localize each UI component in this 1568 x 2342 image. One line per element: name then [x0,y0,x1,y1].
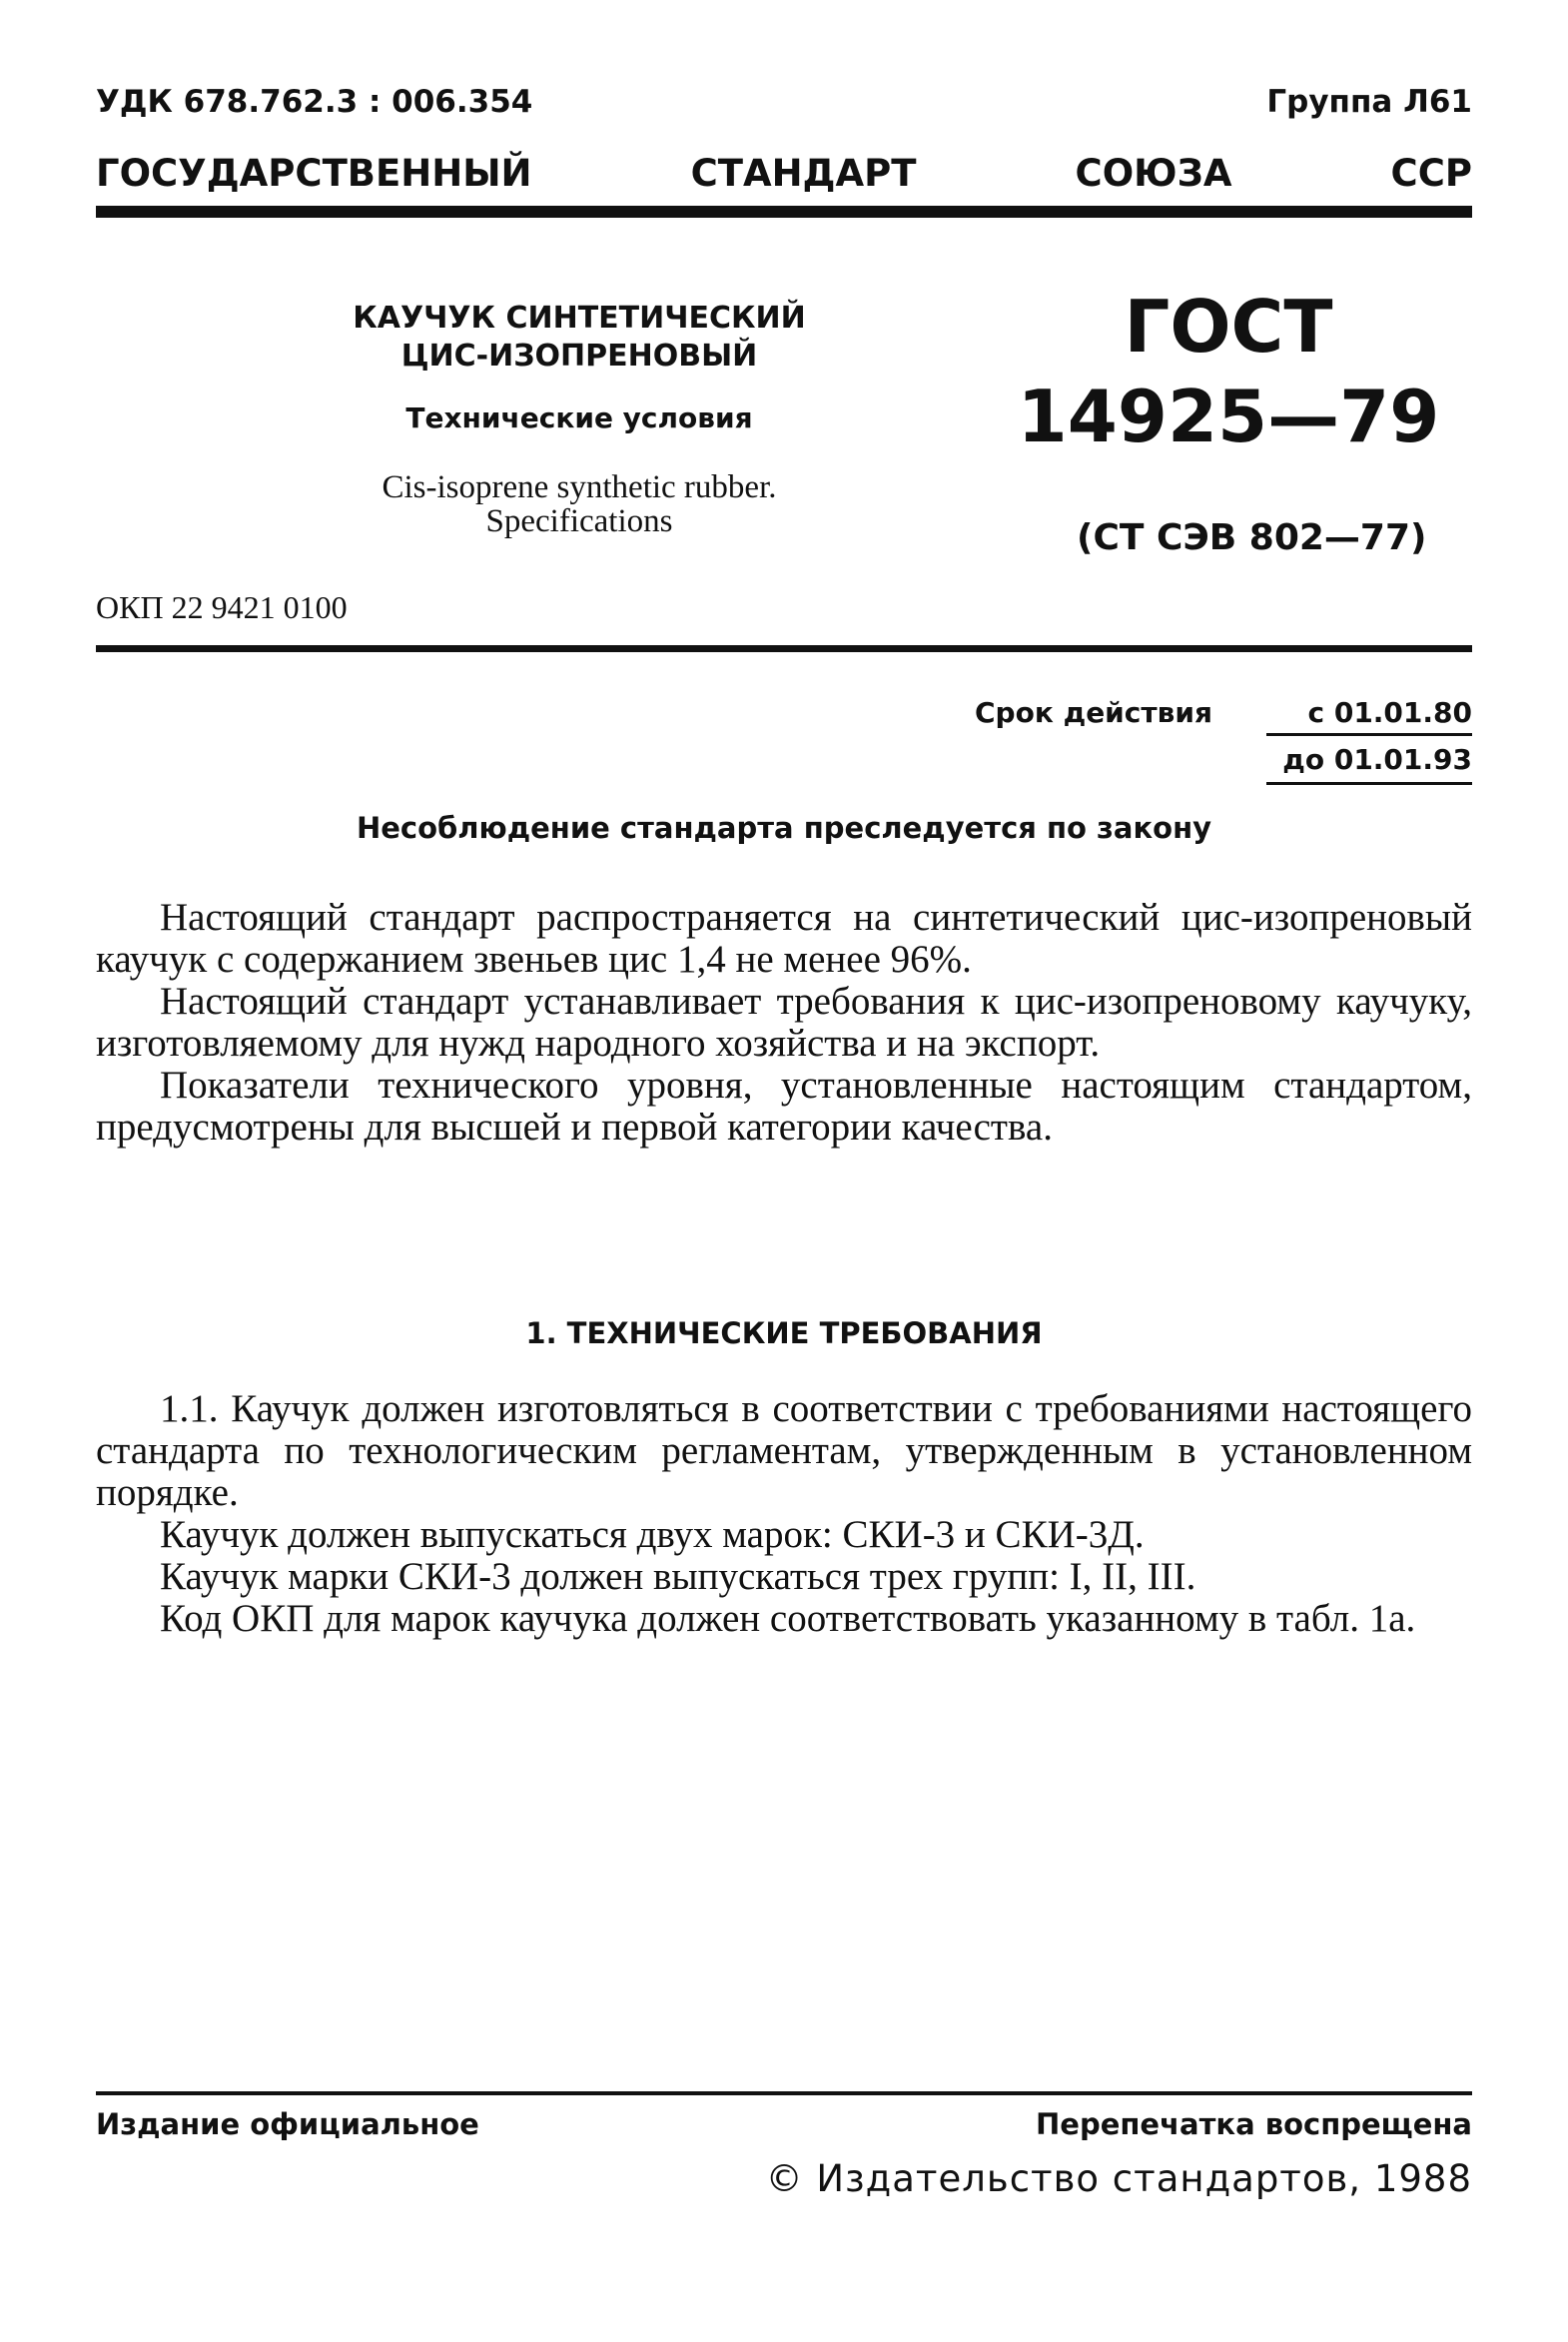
paragraph: Настоящий стандарт устанавливает требования к цис-изопреновому каучуку, изготовляемому для нужд народного хозяйства и на экспорт. [96,980,1472,1065]
section-title: 1. ТЕХНИЧЕСКИЕ ТРЕБОВАНИЯ [525,1316,1043,1350]
validity-divider [1266,782,1472,785]
law-notice: Несоблюдение стандарта преследуется по закону [356,811,1212,845]
gost-block [999,285,1458,558]
english-title-line-2: Specifications [485,503,673,539]
state-standard-heading [96,152,1472,195]
paragraph: Каучук марки СКИ-3 должен выпускаться трех групп: I, II, III. [160,1555,1196,1598]
title-line-2: ЦИС-ИЗОПРЕНОВЫЙ [400,339,758,374]
title-line-1: КАУЧУК СИНТЕТИЧЕСКИЙ [353,301,806,336]
title-block [300,300,859,538]
reprint-prohibited: Перепечатка воспрещена [1036,2107,1472,2141]
gost-label: ГОСТ [1124,285,1333,369]
paragraph: 1.1. Каучук должен изготовляться в соответствии с требованиями настоящего стандарта по технологическим регламентам, утвержденным в установленном порядке. [96,1387,1472,1514]
paragraph: Каучук должен выпускаться двух марок: СКИ-3 и СКИ-3Д. [160,1513,1145,1556]
state-word: СОЮЗА [1075,152,1232,195]
intro-text [96,897,1472,1149]
paragraph: Код ОКП для марок каучука должен соответствовать указанному в табл. 1а. [160,1597,1416,1640]
okp-code: ОКП 22 9421 0100 [96,589,348,625]
state-word: ГОСУДАРСТВЕННЫЙ [96,152,532,195]
paragraph: Настоящий стандарт распространяется на синтетический цис-изопреновый каучук с содержанием звеньев цис 1,4 не менее 96%. [96,896,1472,981]
paragraph: Показатели технического уровня, установленные настоящим стандартом, предусмотрены для высшей и первой категории качества. [96,1064,1472,1149]
state-word: ССР [1390,152,1472,195]
validity-from: с 01.01.80 [1307,696,1472,729]
validity-label: Срок действия [975,696,1212,729]
official-edition: Издание официальное [96,2107,479,2141]
validity-divider [1266,733,1472,736]
top-divider [96,206,1472,218]
state-word: СТАНДАРТ [690,152,917,195]
middle-divider [96,645,1472,652]
section-body [96,1388,1472,1640]
english-title-line-1: Cis-isoprene synthetic rubber. [382,469,777,505]
validity-to: до 01.01.93 [1282,743,1472,776]
st-sev-reference: (СТ СЭВ 802—77) [1077,517,1427,558]
footer-divider [96,2091,1472,2095]
gost-number: 14925—79 [1017,375,1440,458]
subtitle: Технические условия [405,401,753,434]
udk-code: УДК 678.762.3 : 006.354 [96,84,533,120]
copyright: © Издательство стандартов, 1988 [765,2157,1472,2200]
group-code: Группа Л61 [1266,84,1472,120]
